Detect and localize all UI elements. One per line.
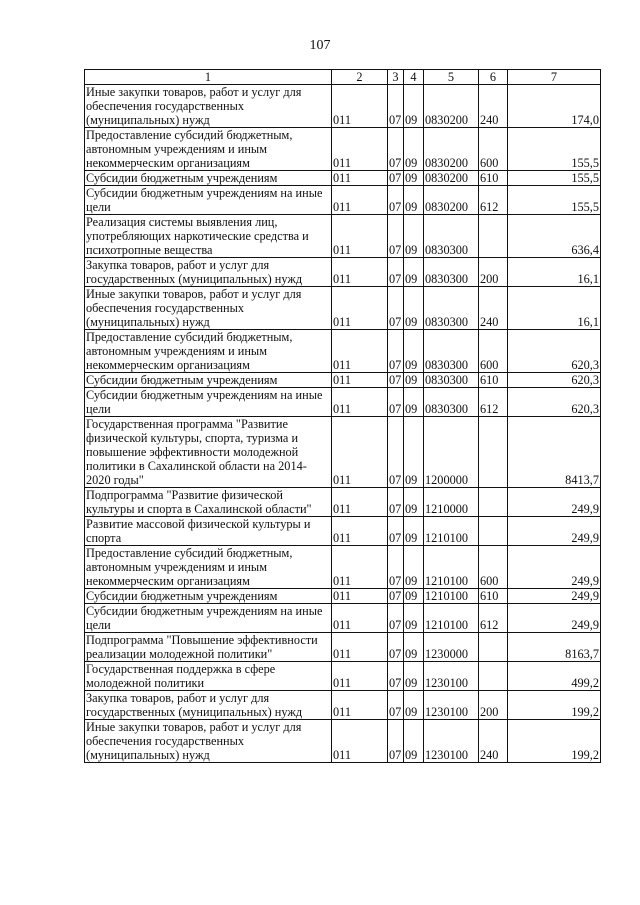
expense-type-code: 610 xyxy=(479,171,508,186)
row-label: Субсидии бюджетным учреждениям xyxy=(85,171,332,186)
ministry-code: 011 xyxy=(332,287,388,330)
ministry-code: 011 xyxy=(332,662,388,691)
amount: 8413,7 xyxy=(508,417,601,488)
table-row xyxy=(85,691,601,720)
subsection-code: 09 xyxy=(404,417,424,488)
target-article-code: 1210100 xyxy=(424,546,479,589)
table-row xyxy=(85,388,601,417)
column-header: 1 xyxy=(85,70,332,85)
ministry-code: 011 xyxy=(332,128,388,171)
expense-type-code: 240 xyxy=(479,720,508,763)
ministry-code: 011 xyxy=(332,85,388,128)
target-article-code: 0830200 xyxy=(424,171,479,186)
ministry-code: 011 xyxy=(332,604,388,633)
expense-type-code: 200 xyxy=(479,691,508,720)
table-row xyxy=(85,330,601,373)
expense-type-code xyxy=(479,488,508,517)
amount: 199,2 xyxy=(508,720,601,763)
expense-type-code: 240 xyxy=(479,85,508,128)
section-code: 07 xyxy=(388,373,404,388)
row-label: Подпрограмма "Развитие физической культуры и спорта в Сахалинской области" xyxy=(85,488,332,517)
ministry-code: 011 xyxy=(332,589,388,604)
ministry-code: 011 xyxy=(332,258,388,287)
section-code: 07 xyxy=(388,186,404,215)
table-row xyxy=(85,186,601,215)
section-code: 07 xyxy=(388,128,404,171)
expense-type-code: 612 xyxy=(479,186,508,215)
expense-type-code: 612 xyxy=(479,604,508,633)
row-label: Предоставление субсидий бюджетным, автономным учреждениям и иным некоммерческим организациям xyxy=(85,546,332,589)
row-label: Субсидии бюджетным учреждениям на иные цели xyxy=(85,388,332,417)
table-body xyxy=(85,85,601,763)
row-label: Закупка товаров, работ и услуг для государственных (муниципальных) нужд xyxy=(85,258,332,287)
amount: 249,9 xyxy=(508,488,601,517)
target-article-code: 1230000 xyxy=(424,633,479,662)
section-code: 07 xyxy=(388,604,404,633)
column-header: 4 xyxy=(404,70,424,85)
column-header: 3 xyxy=(388,70,404,85)
column-header: 5 xyxy=(424,70,479,85)
section-code: 07 xyxy=(388,488,404,517)
section-code: 07 xyxy=(388,171,404,186)
amount: 8163,7 xyxy=(508,633,601,662)
target-article-code: 1210000 xyxy=(424,488,479,517)
row-label: Предоставление субсидий бюджетным, автономным учреждениям и иным некоммерческим организациям xyxy=(85,128,332,171)
expense-type-code: 200 xyxy=(479,258,508,287)
section-code: 07 xyxy=(388,417,404,488)
table-row xyxy=(85,128,601,171)
ministry-code: 011 xyxy=(332,517,388,546)
target-article-code: 1230100 xyxy=(424,662,479,691)
target-article-code: 1210100 xyxy=(424,589,479,604)
target-article-code: 1230100 xyxy=(424,691,479,720)
section-code: 07 xyxy=(388,517,404,546)
target-article-code: 0830300 xyxy=(424,215,479,258)
table-row xyxy=(85,589,601,604)
expense-type-code: 600 xyxy=(479,330,508,373)
amount: 249,9 xyxy=(508,589,601,604)
row-label: Иные закупки товаров, работ и услуг для обеспечения государственных (муниципальных) нужд xyxy=(85,85,332,128)
amount: 249,9 xyxy=(508,604,601,633)
expense-type-code: 610 xyxy=(479,373,508,388)
table-row xyxy=(85,633,601,662)
table-row xyxy=(85,287,601,330)
target-article-code: 0830300 xyxy=(424,373,479,388)
amount: 155,5 xyxy=(508,128,601,171)
amount: 499,2 xyxy=(508,662,601,691)
table-row xyxy=(85,546,601,589)
expense-type-code xyxy=(479,662,508,691)
subsection-code: 09 xyxy=(404,171,424,186)
subsection-code: 09 xyxy=(404,85,424,128)
page-number: 107 xyxy=(309,38,331,53)
table-row xyxy=(85,488,601,517)
expense-type-code: 240 xyxy=(479,287,508,330)
amount: 636,4 xyxy=(508,215,601,258)
subsection-code: 09 xyxy=(404,633,424,662)
subsection-code: 09 xyxy=(404,388,424,417)
section-code: 07 xyxy=(388,691,404,720)
table-row xyxy=(85,171,601,186)
subsection-code: 09 xyxy=(404,128,424,171)
expense-type-code xyxy=(479,633,508,662)
table-row xyxy=(85,517,601,546)
expense-type-code xyxy=(479,215,508,258)
subsection-code: 09 xyxy=(404,546,424,589)
ministry-code: 011 xyxy=(332,417,388,488)
table-row xyxy=(85,720,601,763)
table-header-row xyxy=(85,70,601,85)
amount: 249,9 xyxy=(508,517,601,546)
ministry-code: 011 xyxy=(332,330,388,373)
ministry-code: 011 xyxy=(332,186,388,215)
table-row xyxy=(85,215,601,258)
target-article-code: 0830300 xyxy=(424,287,479,330)
table-row xyxy=(85,417,601,488)
subsection-code: 09 xyxy=(404,720,424,763)
expense-type-code: 600 xyxy=(479,546,508,589)
section-code: 07 xyxy=(388,85,404,128)
table-row xyxy=(85,604,601,633)
table-row xyxy=(85,662,601,691)
row-label: Государственная поддержка в сфере молодежной политики xyxy=(85,662,332,691)
row-label: Государственная программа "Развитие физической культуры, спорта, туризма и повышение эффективности молодежной политики в Сахалинской области на 2014-2020 годы" xyxy=(85,417,332,488)
expense-type-code: 612 xyxy=(479,388,508,417)
subsection-code: 09 xyxy=(404,589,424,604)
column-header: 6 xyxy=(479,70,508,85)
subsection-code: 09 xyxy=(404,662,424,691)
row-label: Иные закупки товаров, работ и услуг для обеспечения государственных (муниципальных) нужд xyxy=(85,287,332,330)
section-code: 07 xyxy=(388,589,404,604)
amount: 620,3 xyxy=(508,373,601,388)
target-article-code: 1210100 xyxy=(424,517,479,546)
section-code: 07 xyxy=(388,720,404,763)
table-row xyxy=(85,85,601,128)
column-header: 7 xyxy=(508,70,601,85)
subsection-code: 09 xyxy=(404,517,424,546)
subsection-code: 09 xyxy=(404,604,424,633)
row-label: Предоставление субсидий бюджетным, автономным учреждениям и иным некоммерческим организациям xyxy=(85,330,332,373)
ministry-code: 011 xyxy=(332,720,388,763)
section-code: 07 xyxy=(388,388,404,417)
expense-type-code: 600 xyxy=(479,128,508,171)
row-label: Закупка товаров, работ и услуг для государственных (муниципальных) нужд xyxy=(85,691,332,720)
subsection-code: 09 xyxy=(404,330,424,373)
amount: 199,2 xyxy=(508,691,601,720)
expense-type-code xyxy=(479,417,508,488)
section-code: 07 xyxy=(388,330,404,373)
target-article-code: 0830300 xyxy=(424,330,479,373)
expense-type-code xyxy=(479,517,508,546)
amount: 620,3 xyxy=(508,330,601,373)
section-code: 07 xyxy=(388,258,404,287)
target-article-code: 1230100 xyxy=(424,720,479,763)
ministry-code: 011 xyxy=(332,171,388,186)
amount: 155,5 xyxy=(508,171,601,186)
table-row xyxy=(85,258,601,287)
target-article-code: 0830200 xyxy=(424,85,479,128)
ministry-code: 011 xyxy=(332,488,388,517)
row-label: Развитие массовой физической культуры и спорта xyxy=(85,517,332,546)
subsection-code: 09 xyxy=(404,186,424,215)
target-article-code: 1210100 xyxy=(424,604,479,633)
ministry-code: 011 xyxy=(332,373,388,388)
target-article-code: 0830200 xyxy=(424,186,479,215)
row-label: Реализация системы выявления лиц, употребляющих наркотические средства и психотропные вещества xyxy=(85,215,332,258)
subsection-code: 09 xyxy=(404,287,424,330)
amount: 620,3 xyxy=(508,388,601,417)
amount: 174,0 xyxy=(508,85,601,128)
row-label: Субсидии бюджетным учреждениям xyxy=(85,589,332,604)
expense-type-code: 610 xyxy=(479,589,508,604)
row-label: Иные закупки товаров, работ и услуг для обеспечения государственных (муниципальных) нужд xyxy=(85,720,332,763)
subsection-code: 09 xyxy=(404,258,424,287)
target-article-code: 0830200 xyxy=(424,128,479,171)
subsection-code: 09 xyxy=(404,488,424,517)
target-article-code: 0830300 xyxy=(424,388,479,417)
subsection-code: 09 xyxy=(404,691,424,720)
subsection-code: 09 xyxy=(404,373,424,388)
amount: 16,1 xyxy=(508,287,601,330)
section-code: 07 xyxy=(388,662,404,691)
amount: 16,1 xyxy=(508,258,601,287)
ministry-code: 011 xyxy=(332,691,388,720)
section-code: 07 xyxy=(388,633,404,662)
section-code: 07 xyxy=(388,287,404,330)
row-label: Субсидии бюджетным учреждениям xyxy=(85,373,332,388)
ministry-code: 011 xyxy=(332,388,388,417)
target-article-code: 1200000 xyxy=(424,417,479,488)
subsection-code: 09 xyxy=(404,215,424,258)
budget-table xyxy=(84,69,601,763)
row-label: Подпрограмма "Повышение эффективности реализации молодежной политики" xyxy=(85,633,332,662)
table-row xyxy=(85,373,601,388)
amount: 249,9 xyxy=(508,546,601,589)
amount: 155,5 xyxy=(508,186,601,215)
ministry-code: 011 xyxy=(332,546,388,589)
column-header: 2 xyxy=(332,70,388,85)
target-article-code: 0830300 xyxy=(424,258,479,287)
section-code: 07 xyxy=(388,546,404,589)
section-code: 07 xyxy=(388,215,404,258)
row-label: Субсидии бюджетным учреждениям на иные цели xyxy=(85,604,332,633)
ministry-code: 011 xyxy=(332,633,388,662)
ministry-code: 011 xyxy=(332,215,388,258)
row-label: Субсидии бюджетным учреждениям на иные цели xyxy=(85,186,332,215)
